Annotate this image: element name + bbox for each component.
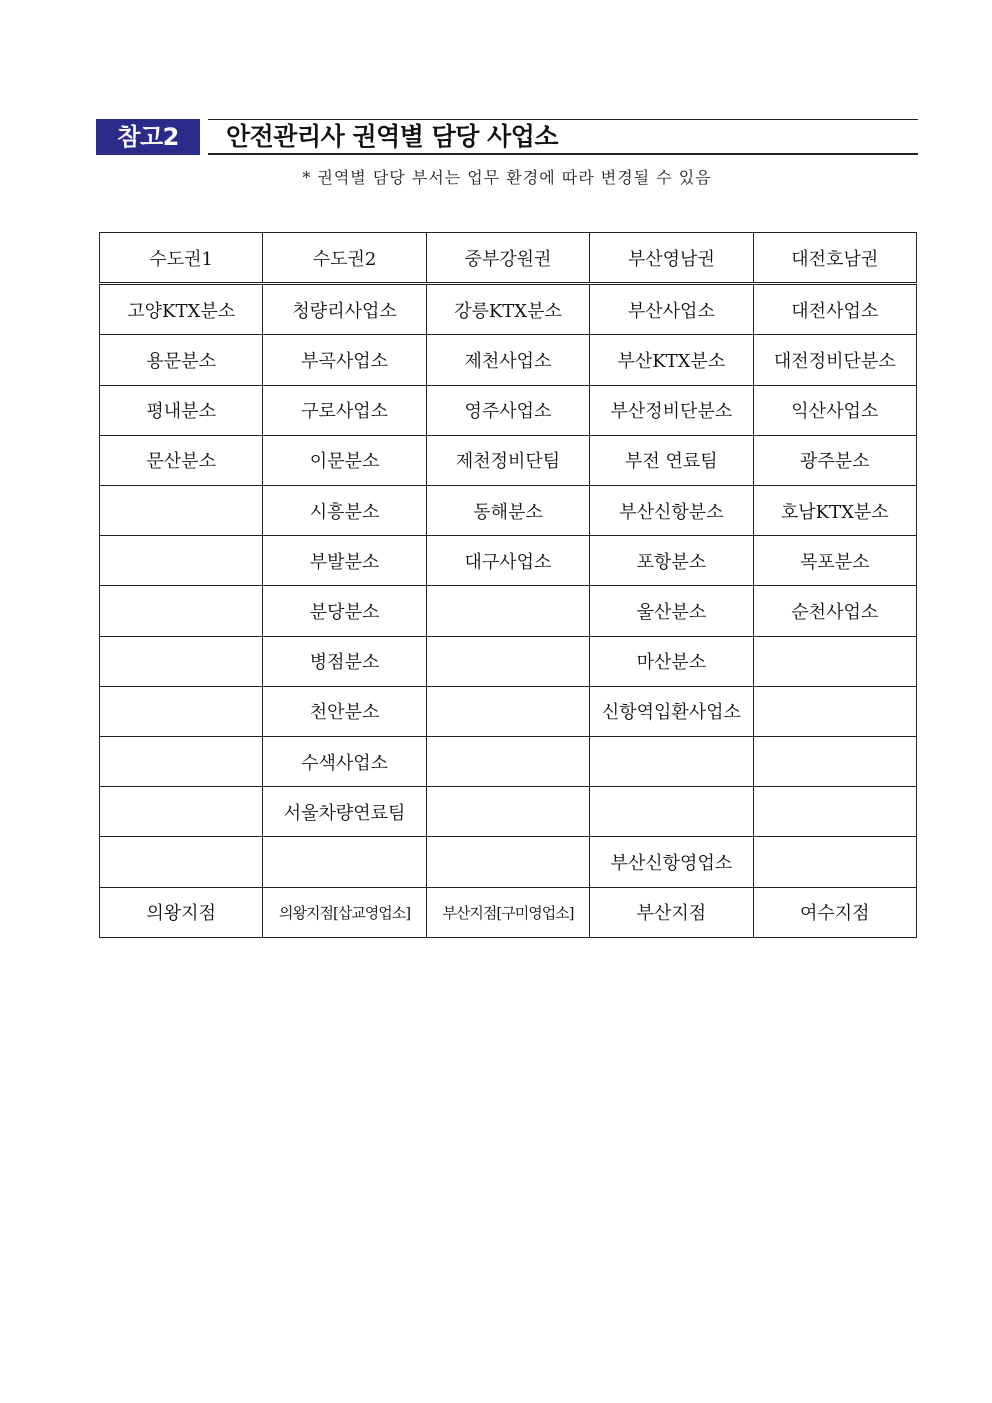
table-cell [426, 636, 589, 686]
table-cell: 부산사업소 [590, 284, 753, 335]
table-cell: 구로사업소 [263, 385, 426, 435]
table-cell [590, 787, 753, 837]
table-row [100, 486, 917, 536]
table-cell: 광주분소 [753, 435, 916, 485]
table-cell: 병점분소 [263, 636, 426, 686]
table-cell: 동해분소 [426, 486, 589, 536]
table-cell: 부산지점 [590, 887, 753, 937]
table-cell [426, 686, 589, 736]
table-cell: 청량리사업소 [263, 284, 426, 335]
table-row [100, 335, 917, 385]
table-cell [426, 737, 589, 787]
column-header: 대전호남권 [753, 233, 916, 284]
table-cell [426, 837, 589, 887]
table-cell: 부산신항분소 [590, 486, 753, 536]
table-cell [753, 837, 916, 887]
footnote: * 권역별 담당 부서는 업무 환경에 따라 변경될 수 있음 [302, 168, 712, 187]
table-cell: 울산분소 [590, 586, 753, 636]
table-cell: 제천사업소 [426, 335, 589, 385]
office-assignment-table [99, 232, 917, 938]
table-row [100, 536, 917, 586]
title-rule-bottom [208, 153, 918, 155]
table-cell: 문산분소 [100, 435, 263, 485]
table-cell [753, 737, 916, 787]
column-header: 수도권1 [100, 233, 263, 284]
table-cell: 부곡사업소 [263, 335, 426, 385]
table-row [100, 435, 917, 485]
table-cell: 포항분소 [590, 536, 753, 586]
table-cell: 호남KTX분소 [753, 486, 916, 536]
table-cell: 이문분소 [263, 435, 426, 485]
table-cell: 대전사업소 [753, 284, 916, 335]
table-cell: 제천정비단팀 [426, 435, 589, 485]
table-cell [100, 737, 263, 787]
table-row [100, 787, 917, 837]
table-cell: 대구사업소 [426, 536, 589, 586]
table-cell [100, 837, 263, 887]
table-cell: 분당분소 [263, 586, 426, 636]
table-cell: 부산정비단분소 [590, 385, 753, 435]
table-cell: 여수지점 [753, 887, 916, 937]
table-row [100, 887, 917, 937]
table-cell: 부산지점[구미영업소] [426, 887, 589, 937]
table-cell [100, 787, 263, 837]
table-header-row [100, 233, 917, 284]
table-row [100, 636, 917, 686]
table-cell: 부산KTX분소 [590, 335, 753, 385]
table-row [100, 586, 917, 636]
table-cell: 익산사업소 [753, 385, 916, 435]
table-cell: 영주사업소 [426, 385, 589, 435]
table-cell: 부발분소 [263, 536, 426, 586]
table-cell: 서울차량연료팀 [263, 787, 426, 837]
column-header: 부산영남권 [590, 233, 753, 284]
column-header: 중부강원권 [426, 233, 589, 284]
table-cell: 목포분소 [753, 536, 916, 586]
table-cell [100, 586, 263, 636]
table-cell: 평내분소 [100, 385, 263, 435]
table-cell: 의왕지점[삽교영업소] [263, 887, 426, 937]
table-cell [426, 586, 589, 636]
reference-badge: 참고2 [96, 119, 200, 155]
table-cell: 강릉KTX분소 [426, 284, 589, 335]
table-cell [590, 737, 753, 787]
table-cell: 순천사업소 [753, 586, 916, 636]
table-cell [753, 636, 916, 686]
table-cell [753, 787, 916, 837]
table-row [100, 837, 917, 887]
table-cell: 부산신항영업소 [590, 837, 753, 887]
table-cell [100, 536, 263, 586]
table-cell: 대전정비단분소 [753, 335, 916, 385]
table-cell: 용문분소 [100, 335, 263, 385]
table-cell: 부전 연료팀 [590, 435, 753, 485]
table-cell [263, 837, 426, 887]
page-title: 안전관리사 권역별 담당 사업소 [226, 122, 559, 151]
column-header: 수도권2 [263, 233, 426, 284]
table-row [100, 284, 917, 335]
table-cell: 신항역입환사업소 [590, 686, 753, 736]
table-cell: 마산분소 [590, 636, 753, 686]
table-row [100, 385, 917, 435]
table-cell: 시흥분소 [263, 486, 426, 536]
table-row [100, 686, 917, 736]
table-cell: 의왕지점 [100, 887, 263, 937]
table-cell: 천안분소 [263, 686, 426, 736]
table-cell [753, 686, 916, 736]
table-cell: 고양KTX분소 [100, 284, 263, 335]
table-cell: 수색사업소 [263, 737, 426, 787]
table-cell [426, 787, 589, 837]
table-cell [100, 486, 263, 536]
table-cell [100, 636, 263, 686]
section-header [96, 119, 918, 155]
table-row [100, 737, 917, 787]
table-cell [100, 686, 263, 736]
